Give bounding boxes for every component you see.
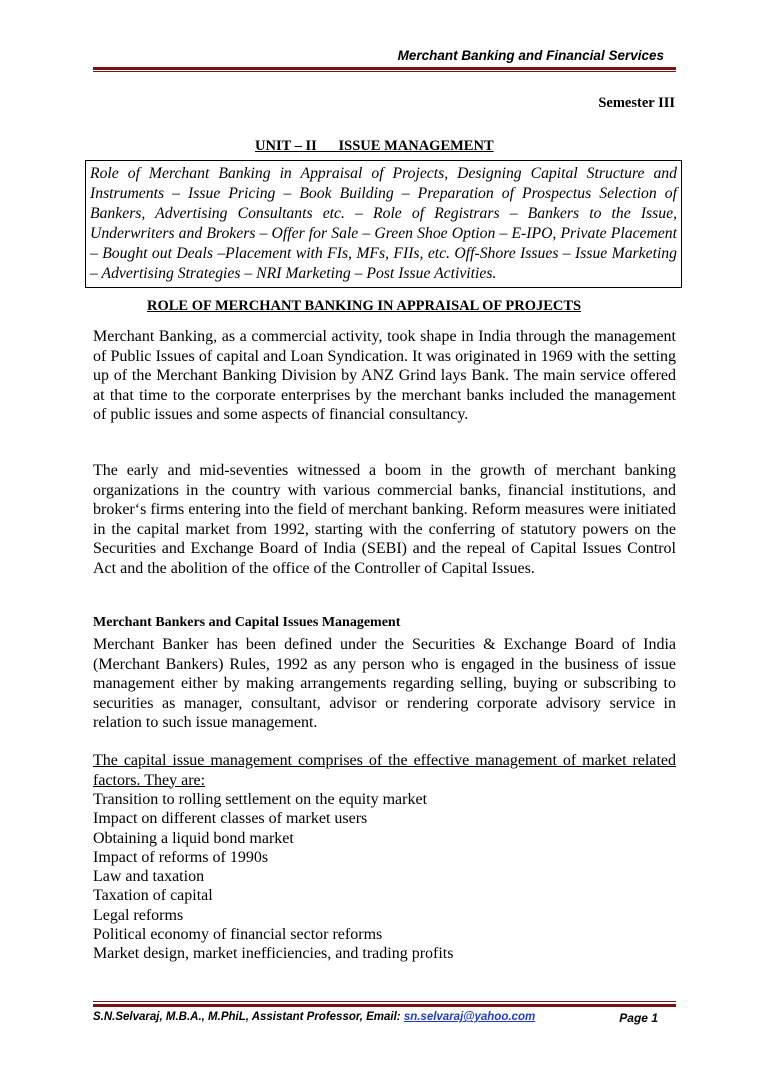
- page-number: Page 1: [619, 1011, 658, 1025]
- paragraph-3: Merchant Banker has been defined under the Securities & Exchange Board of India (Merchant Bankers) Rules, 1992 as any person who is engaged in the business of issue management either by making arrangements regarding selling, buying or subscribing to securities as manager, consultant, advisor or rendering corporate advisory service in relation to such issue management.: [93, 636, 676, 732]
- footer-author-text: S.N.Selvaraj, M.B.A., M.PhiL, Assistant Professor, Email:: [93, 1011, 404, 1023]
- list-item: Transition to rolling settlement on the equity market: [93, 791, 428, 808]
- list-item: Law and taxation: [93, 868, 205, 886]
- list-item: Political economy of financial sector reforms: [93, 926, 383, 944]
- header-rule-thick: [93, 67, 676, 70]
- header-title: Merchant Banking and Financial Services: [397, 48, 664, 63]
- subheading: Merchant Bankers and Capital Issues Management: [93, 615, 401, 630]
- section-heading: ROLE OF MERCHANT BANKING IN APPRAISAL OF PROJECTS: [147, 298, 582, 314]
- paragraph-4: The capital issue management comprises of the effective management of market related factors. They are:: [93, 752, 676, 789]
- footer-author: [93, 1011, 535, 1023]
- list-item: Obtaining a liquid bond market: [93, 829, 294, 847]
- paragraph-1: Merchant Banking, as a commercial activity, took shape in India through the management of Public Issues of capital and Loan Syndication. It was originated in 1969 with the setting up of the Merchant Banking Division by ANZ Grind lays Bank. The main service offered at that time to the corporate enterprises by the merchant banks included the management of public issues and some aspects of financial consultancy.: [93, 328, 676, 424]
- footer-email-link[interactable]: sn.selvaraj@yahoo.com: [403, 1011, 536, 1023]
- footer-rule-thin: [93, 1001, 676, 1002]
- factors-list: [93, 790, 453, 964]
- list-item: Impact of reforms of 1990s: [93, 848, 269, 866]
- semester-label: Semester III: [598, 95, 675, 111]
- topics-box: Role of Merchant Banking in Appraisal of Projects, Designing Capital Structure and Instruments – Issue Pricing – Book Building – Preparation of Prospectus Selection of Bankers, Advertising Consultants etc. – Role of Registrars – Bankers to the Issue, Underwriters and Brokers – Offer for Sale – Green Shoe Option – E-IPO, Private Placement – Bought out Deals –Placement with FIs, MFs, FIIs, etc. Off-Shore Issues – Issue Marketing – Advertising Strategies – NRI Marketing – Post Issue Activities.: [85, 160, 682, 288]
- list-item: Legal reforms: [93, 906, 184, 924]
- list-item: Market design, market inefficiencies, and trading profits: [93, 945, 454, 963]
- paragraph-2: The early and mid-seventies witnessed a boom in the growth of merchant banking organizations in the country with various commercial banks, financial institutions, and broker‘s firms entering into the field of merchant banking. Reform measures were initiated in the capital market from 1992, starting with the conferring of statutory powers on the Securities and Exchange Board of India (SEBI) and the repeal of Capital Issues Control Act and the abolition of the office of the Controller of Capital Issues.: [93, 462, 676, 577]
- header-rule-thin: [93, 71, 676, 72]
- list-item: Impact on different classes of market users: [93, 810, 368, 828]
- footer-rule-thick: [93, 1004, 676, 1007]
- unit-heading: UNIT – II ISSUE MANAGEMENT: [255, 138, 494, 154]
- list-item: Taxation of capital: [93, 887, 213, 905]
